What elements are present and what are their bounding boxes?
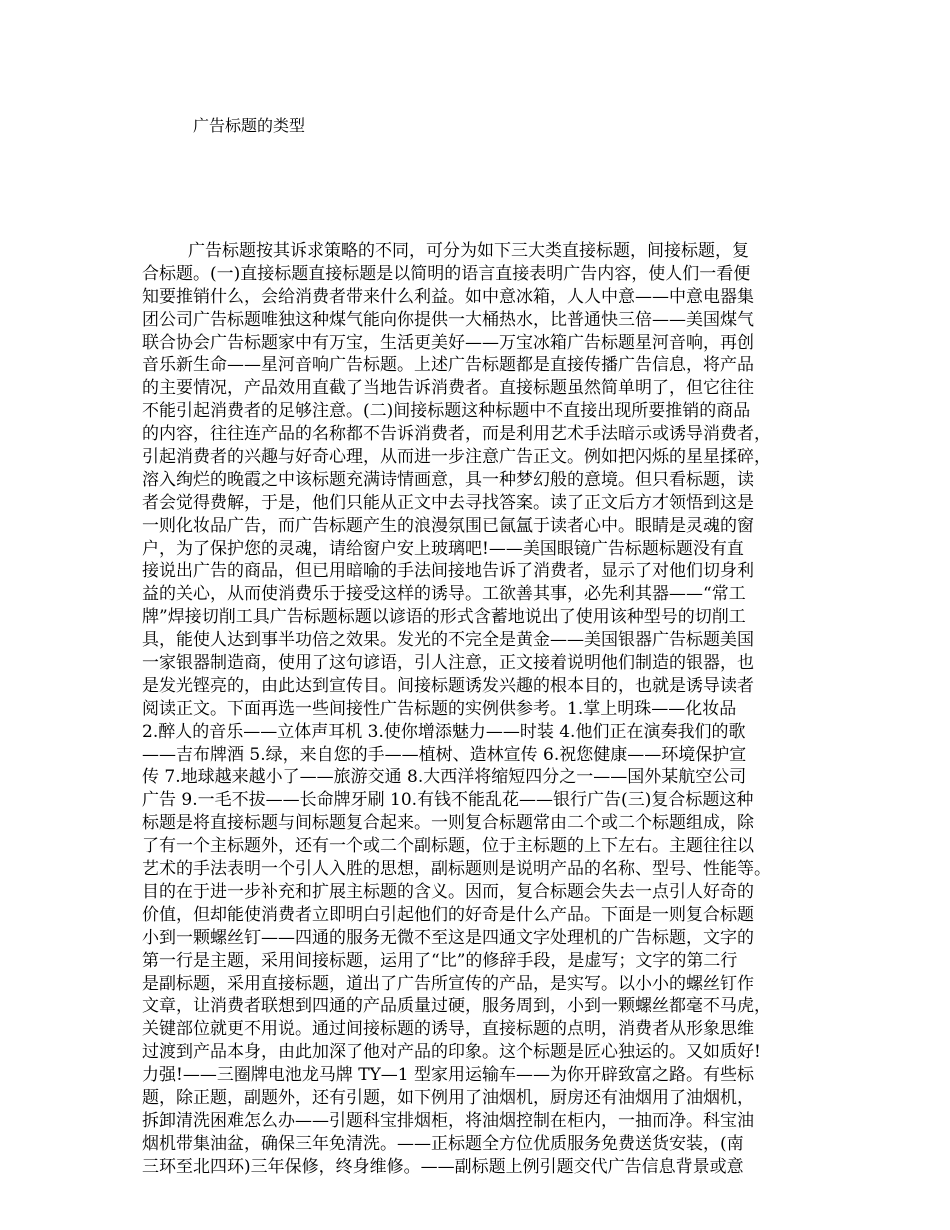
body-line: 2.醉人的音乐——立体声耳机 3.使你增添魅力——时装 4.他们正在演奏我们的歌 bbox=[142, 721, 746, 742]
body-line: 溶入绚烂的晚霞之中该标题充满诗情画意，具一种梦幻般的意境。但只看标题，读 bbox=[142, 469, 754, 490]
body-line: 烟机带集油盆，确保三年免清洗。——正标题全方位优质服务免费送货安装，(南 bbox=[142, 1133, 744, 1154]
body-line: 关键部位就更不用说。通过间接标题的诱导，直接标题的点明，消费者从形象思维 bbox=[142, 1019, 754, 1040]
body-line: 阅读正文。下面再选一些间接性广告标题的实例供参考。1.掌上明珠——化妆品 bbox=[142, 698, 737, 719]
body-line: 了有一个主标题外，还有一个或二个副标题，位于主标题的上下左右。主题往往以 bbox=[142, 836, 754, 857]
body-line: ——吉布牌酒 5.绿，来自您的手——植树、造林宣传 6.祝您健康——环境保护宣 bbox=[142, 744, 747, 765]
body-line: 知要推销什么，会给消费者带来什么利益。如中意冰箱，人人中意——中意电器集 bbox=[142, 286, 754, 307]
body-line: 价值，但却能使消费者立即明白引起他们的好奇是什么产品。下面是一则复合标题 bbox=[142, 904, 754, 925]
body-line: 第一行是主题，采用间接标题，运用了“比”的修辞手段，是虚写；文字的第二行 bbox=[142, 950, 738, 971]
body-line: 小到一颗螺丝钉——四通的服务无微不至这是四通文字处理机的广告标题，文字的 bbox=[142, 927, 754, 948]
body-line: 不能引起消费者的足够注意。(二)间接标题这种标题中不直接出现所要推销的商品 bbox=[142, 401, 751, 422]
body-line: 过渡到产品本身，由此加深了他对产品的印象。这个标题是匠心独运的。又如质好! bbox=[142, 1042, 761, 1063]
body-line: 标题是将直接标题与间标题复合起来。一则复合标题常由二个或二个标题组成，除 bbox=[142, 813, 754, 834]
body-line: 合标题。(一)直接标题直接标题是以简明的语言直接表明广告内容，使人们一看便 bbox=[142, 263, 751, 284]
body-line: 是发光铿亮的，由此达到宣传目。间接标题诱发兴趣的根本目的，也就是诱导读者 bbox=[142, 675, 754, 696]
document-title: 广告标题的类型 bbox=[193, 116, 306, 135]
body-line: 的主要情况，产品效用直截了当地告诉消费者。直接标题虽然简单明了，但它往往 bbox=[142, 378, 754, 399]
body-line: 拆卸清洗困难怎么办——引题科宝排烟柜，将油烟控制在柜内，一抽而净。科宝油 bbox=[142, 1110, 754, 1131]
body-line: 具，能使人达到事半功倍之效果。发光的不完全是黄金——美国银器广告标题美国 bbox=[142, 630, 754, 651]
body-line: 一家银器制造商，使用了这句谚语，引人注意，正文接着说明他们制造的银器，也 bbox=[142, 653, 754, 674]
body-line: 引起消费者的兴趣与好奇心理，从而进一步注意广告正文。例如把闪烁的星星揉碎， bbox=[142, 447, 771, 468]
body-line: 团公司广告标题唯独这种煤气能向你提供一大桶热水，比普通快三倍——美国煤气 bbox=[142, 309, 754, 330]
body-line: 艺术的手法表明一个引人入胜的思想，副标题则是说明产品的名称、型号、性能等。 bbox=[142, 859, 771, 880]
body-line: 联合协会广告标题家中有万宝，生活更美好——万宝冰箱广告标题星河音响，再创 bbox=[142, 332, 754, 353]
body-line: 目的在于进一步补充和扩展主标题的含义。因而，复合标题会失去一点引人好奇的 bbox=[142, 881, 754, 902]
body-line: 力强!——三圈牌电池龙马牌 TY—1 型家用运输车——为你开辟致富之路。有些标 bbox=[142, 1065, 755, 1086]
body-line: 户，为了保护您的灵魂，请给窗户安上玻璃吧!——美国眼镜广告标题标题没有直 bbox=[142, 538, 744, 559]
body-line: 三环至北四环)三年保修，终身维修。——副标题上例引题交代广告信息背景或意 bbox=[142, 1156, 744, 1177]
body-line: 者会觉得费解，于是，他们只能从正文中去寻找答案。读了正文后方才领悟到这是 bbox=[142, 492, 754, 513]
body-line: 题，除正题，副题外，还有引题，如下例用了油烟机，厨房还有油烟用了油烟机， bbox=[142, 1087, 754, 1108]
body-line: 是副标题，采用直接标题，道出了广告所宣传的产品，是实写。以小小的螺丝钉作 bbox=[142, 973, 754, 994]
body-line: 的内容，往往连产品的名称都不告诉消费者，而是利用艺术手法暗示或诱导消费者， bbox=[142, 424, 771, 445]
body-line: 接说出广告的商品，但已用暗喻的手法间接地告诉了消费者，显示了对他们切身利 bbox=[142, 561, 754, 582]
body-line: 广告标题按其诉求策略的不同，可分为如下三大类直接标题，间接标题，复 bbox=[188, 241, 749, 261]
body-line: 音乐新生命——星河音响广告标题。上述广告标题都是直接传播广告信息，将产品 bbox=[142, 355, 754, 376]
body-line: 牌”焊接切削工具广告标题标题以谚语的形式含蓄地说出了使用该种型号的切削工 bbox=[142, 607, 746, 628]
body-line: 传 7.地球越来越小了——旅游交通 8.大西洋将缩短四分之一——国外某航空公司 bbox=[142, 767, 747, 788]
body-line: 文章，让消费者联想到四通的产品质量过硬，服务周到，小到一颗螺丝都毫不马虎， bbox=[142, 996, 771, 1017]
body-line: 益的关心，从而使消费乐于接受这样的诱导。工欲善其事，必先利其器——“常工 bbox=[142, 584, 746, 605]
body-line: 广告 9.一毛不拔——长命牌牙刷 10.有钱不能乱花——银行广告(三)复合标题这种 bbox=[142, 790, 754, 811]
body-line: 一则化妆品广告，而广告标题产生的浪漫氛围已氤氲于读者心中。眼睛是灵魂的窗 bbox=[142, 515, 754, 536]
document-body bbox=[142, 240, 832, 1179]
